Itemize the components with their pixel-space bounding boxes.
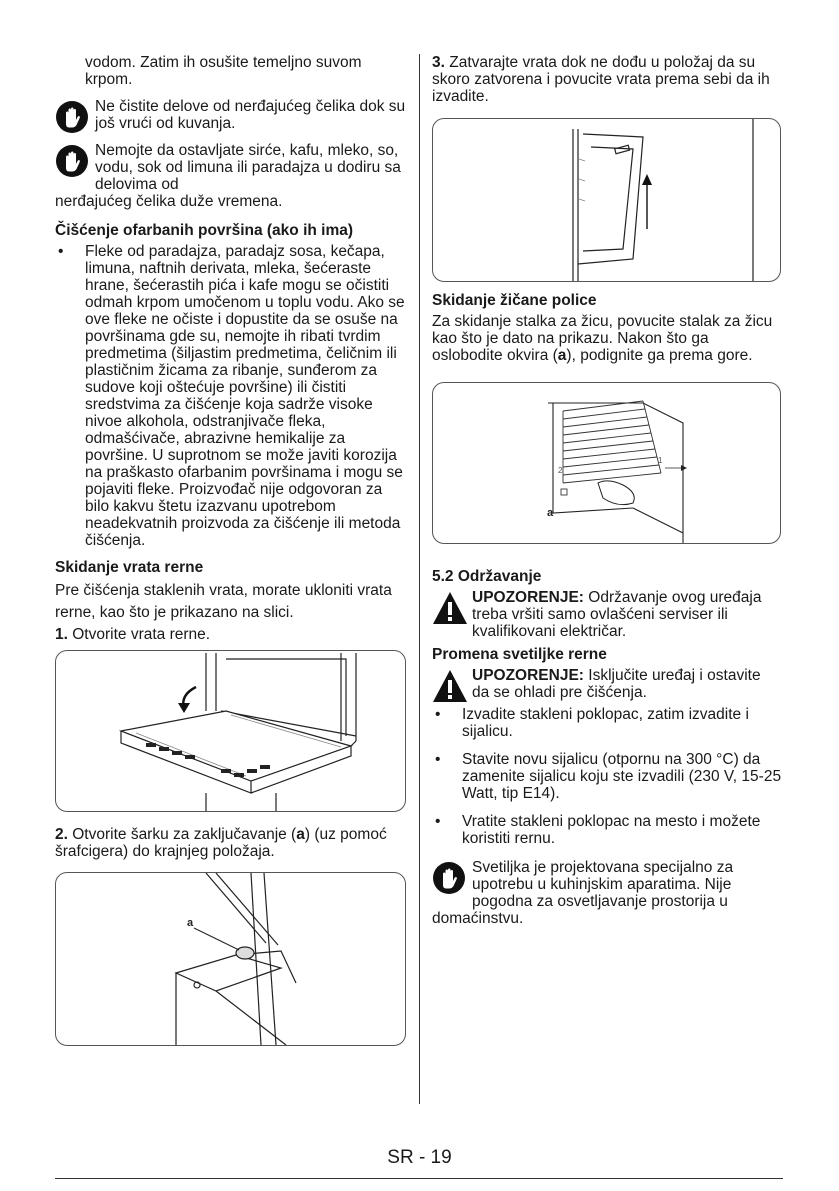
wire-shelf-illustration	[433, 383, 780, 543]
lamp-step-bullet: • Stavite novu sijalicu (otpornu na 300 °C) da zamenite sijalicu koju ste izvadili (230 V, 15-25 Watt, tip E14).	[432, 751, 782, 802]
page-number: SR - 19	[387, 1147, 452, 1168]
lamp-step-bullet: • Izvadite stakleni poklopac, zatim izvadite i sijalicu.	[432, 706, 782, 740]
maintenance-heading: 5.2 Održavanje	[432, 568, 542, 585]
hinge-lock-illustration	[56, 873, 405, 1045]
door-removal-illustration	[433, 119, 780, 281]
warning-maintenance-text: UPOZORENJE: Održavanje ovog uređaja treba vršiti samo ovlašćeni serviser ili kvalifikovani električar.	[472, 589, 762, 640]
step-2: 2. Otvorite šarku za zaključavanje (a) (uz pomoć šrafcigera) do krajnjeg položaja.	[55, 826, 387, 860]
wire-shelf-label-1: 1	[658, 456, 663, 465]
caution-note-hot-steel	[55, 98, 410, 132]
wire-shelf-label-a: a	[547, 507, 554, 519]
note-hot-steel-text: Ne čistite delove od nerđajućeg čelika dok su još vrući od kuvanja.	[95, 98, 406, 132]
step-1: 1. Otvorite vrata rerne.	[55, 626, 211, 643]
painted-surfaces-heading: Čišćenje ofarbanih površina (ako ih ima)	[55, 222, 354, 239]
figure-remove-door	[432, 118, 781, 282]
wire-shelf-text: Za skidanje stalka za žicu, povucite stalak za žicu kao što je dato na prikazu. Nakon što ga oslobodite okvira (a), podignite ga prema gore.	[432, 313, 773, 364]
left-column	[55, 54, 410, 1046]
note-lamp-text: Svetiljka je projektovana specijalno za upotrebu u kuhinjskim aparatima. Nije pogodna za osvetljavanje prostorija u	[472, 859, 734, 910]
note-acids-tail: nerđajućeg čelika duže vremena.	[55, 193, 283, 210]
warning-lamp	[432, 667, 782, 701]
figure-hinge-lock	[55, 872, 406, 1046]
intro-text: vodom. Zatim ih osušite temeljno suvom krpom.	[85, 54, 362, 88]
warning-triangle-icon	[432, 669, 468, 703]
caution-note-acids	[55, 142, 410, 210]
warning-triangle-icon	[432, 591, 468, 625]
wire-shelf-heading: Skidanje žičane police	[432, 292, 597, 309]
footer-rule	[55, 1178, 783, 1179]
oven-door-open-illustration	[56, 651, 405, 811]
note-lamp-tail: domaćinstvu.	[432, 910, 524, 927]
column-divider	[419, 54, 420, 1104]
hinge-label-a: a	[187, 917, 194, 929]
warning-lamp-text: UPOZORENJE: Isključite uređaj i ostavite da se ohladi pre čišćenja.	[472, 667, 761, 701]
door-removal-intro: Pre čišćenja staklenih vrata, morate ukloniti vrata rerne, kao što je prikazano na slici.	[55, 582, 392, 621]
warning-maintenance	[432, 589, 782, 640]
wire-shelf-label-2: 2	[558, 466, 563, 475]
step-3: 3. Zatvarajte vrata dok ne dođu u položaj da su skoro zatvorena i povucite vrata prema sebi da ih izvadite.	[432, 54, 770, 105]
stop-hand-icon	[55, 144, 89, 178]
figure-open-door	[55, 650, 406, 812]
figure-wire-shelf	[432, 382, 781, 544]
caution-note-lamp	[432, 859, 782, 927]
lamp-change-heading: Promena svetiljke rerne	[432, 646, 607, 663]
painted-surfaces-bullet: • Fleke od paradajza, paradajz sosa, kečapa, limuna, naftnih derivata, mleka, šećeraste hrane, šećerastih pića i kafe mogu se očistiti odmah krpom umočenom u toplu vodu. Ako se ove fleke ne očiste i dopustite da se osuše na površinama gde su, nemojte ih ribati tvrdim predmetima (šiljastim predmetima, čeličnim ili plastičnim žicama za ribanje, sunđerom za sudove koji oštećuje površine) ili čistiti sredstvima za čišćenje koja sadrže visoke nivoe alkohola, odstranjivače fleka, odmašćivače, abrazivne hemikalije za površine. U suprotnom se može javiti korozija na praškasto ofarbanim površinama i mogu se pojaviti fleke. Proizvođač nije odgovoran za bilo kakvu štetu izazvanu upotrebom neadekvatnih proizvoda za čišćenje ili metoda čišćenja.	[55, 243, 410, 549]
stop-hand-icon	[432, 861, 466, 895]
note-acids-text: Nemojte da ostavljate sirće, kafu, mleko, so, vodu, sok od limuna ili paradajza u dodiru sa delovima od	[95, 142, 401, 193]
lamp-step-bullet: • Vratite stakleni poklopac na mesto i možete koristiti rernu.	[432, 813, 782, 847]
stop-hand-icon	[55, 100, 89, 134]
door-removal-heading: Skidanje vrata rerne	[55, 559, 204, 576]
right-column	[432, 54, 782, 927]
